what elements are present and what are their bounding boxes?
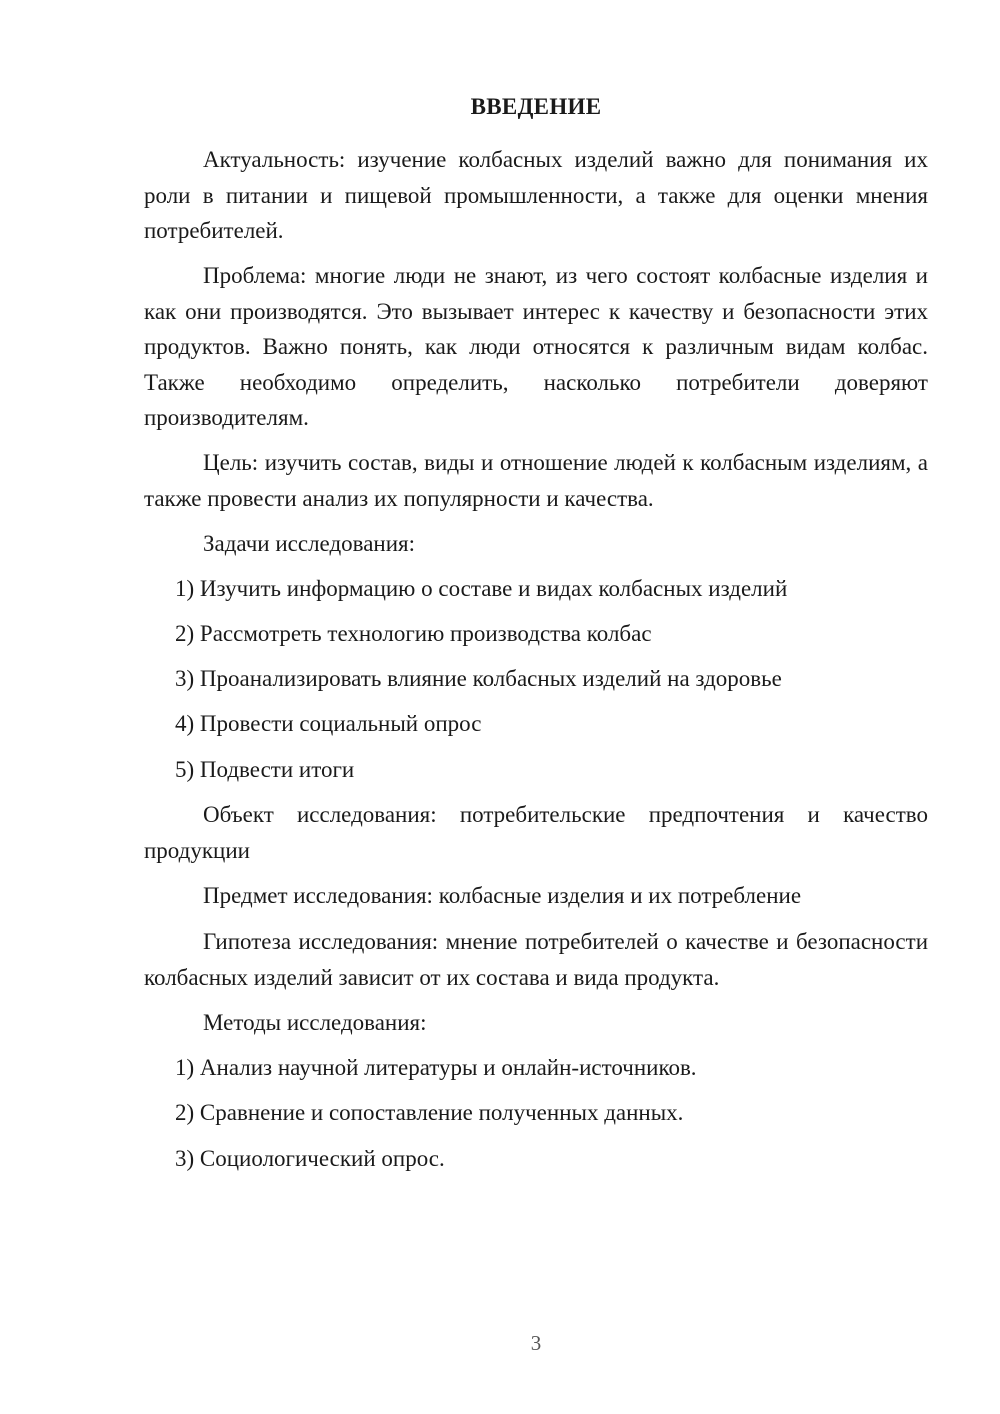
hypothesis-paragraph: Гипотеза исследования: мнение потребителей о качестве и безопасности колбасных изделий зависит от их состава и вида продукта. <box>144 929 928 990</box>
method-item: 3) Социологический опрос. <box>175 1146 445 1171</box>
problem-paragraph: Проблема: многие люди не знают, из чего состоят колбасные изделия и как они производятся. Это вызывает интерес к качеству и безопасности этих продуктов. Важно понять, как люди относятся к различным видам колбас. Также необходимо определить, насколько потребители доверяют производителям. <box>144 263 928 430</box>
task-item: 5) Подвести итоги <box>175 757 355 782</box>
method-item: 1) Анализ научной литературы и онлайн-источников. <box>175 1055 697 1080</box>
task-item: 3) Проанализировать влияние колбасных изделий на здоровье <box>175 666 782 691</box>
relevance-paragraph: Актуальность: изучение колбасных изделий важно для понимания их роли в питании и пищевой промышленности, а также для оценки мнения потребителей. <box>144 147 928 243</box>
tasks-title: Задачи исследования: <box>203 531 416 556</box>
object-paragraph: Объект исследования: потребительские предпочтения и качество продукции <box>144 802 928 863</box>
goal-paragraph: Цель: изучить состав, виды и отношение людей к колбасным изделиям, а также провести анализ их популярности и качества. <box>144 450 928 511</box>
page-number: 3 <box>530 1331 542 1355</box>
methods-title: Методы исследования: <box>203 1010 427 1035</box>
page-title: ВВЕДЕНИЕ <box>470 94 602 119</box>
task-item: 4) Провести социальный опрос <box>175 711 482 736</box>
subject-paragraph: Предмет исследования: колбасные изделия и их потребление <box>203 883 802 908</box>
task-item: 2) Рассмотреть технологию производства колбас <box>175 621 652 646</box>
task-item: 1) Изучить информацию о составе и видах колбасных изделий <box>175 576 788 601</box>
method-item: 2) Сравнение и сопоставление полученных данных. <box>175 1100 684 1125</box>
